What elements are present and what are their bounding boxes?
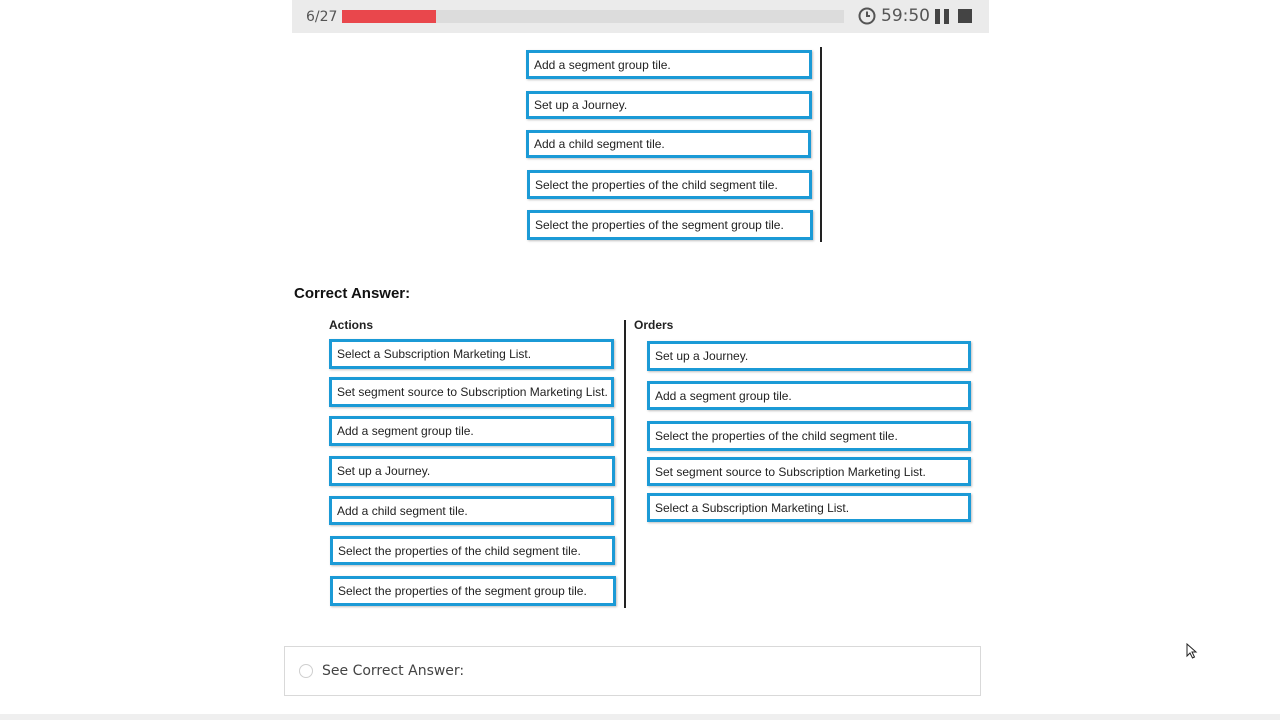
action-tile[interactable]: Select a Subscription Marketing List. <box>329 339 614 369</box>
question-counter: 6/27 <box>306 9 338 25</box>
orders-heading: Orders <box>634 318 674 332</box>
mouse-cursor-icon <box>1186 643 1198 659</box>
see-correct-answer-toggle[interactable] <box>284 646 981 696</box>
actions-heading: Actions <box>329 318 374 332</box>
progress-bar <box>342 10 844 23</box>
correct-answer-heading: Correct Answer: <box>294 285 411 302</box>
order-tile[interactable]: Set up a Journey. <box>647 341 971 371</box>
see-correct-answer-label: See Correct Answer: <box>322 663 465 679</box>
order-tile[interactable]: Add a segment group tile. <box>647 381 971 410</box>
action-tile[interactable]: Select the properties of the segment group tile. <box>330 576 616 606</box>
order-tile[interactable]: Set segment source to Subscription Marketing List. <box>647 457 971 486</box>
order-tile[interactable]: Select a Subscription Marketing List. <box>647 493 971 522</box>
order-tile[interactable]: Set up a Journey. <box>526 91 812 119</box>
order-tile[interactable]: Add a child segment tile. <box>526 130 811 158</box>
pause-icon <box>935 9 940 24</box>
order-tile[interactable]: Add a segment group tile. <box>526 50 812 79</box>
bottom-bar <box>0 714 1280 720</box>
action-tile[interactable]: Add a segment group tile. <box>329 416 614 446</box>
progress-bar-fill <box>342 10 436 23</box>
column-divider <box>624 320 626 608</box>
radio-button[interactable] <box>299 664 313 678</box>
order-tile[interactable]: Select the properties of the segment group tile. <box>527 210 813 240</box>
exam-toolbar <box>292 0 989 33</box>
timer: 59:50 <box>881 6 930 26</box>
clock-icon <box>858 7 876 25</box>
order-tile[interactable]: Select the properties of the child segment tile. <box>647 421 971 451</box>
action-tile[interactable]: Select the properties of the child segment tile. <box>330 536 615 565</box>
stop-button[interactable] <box>958 9 972 23</box>
action-tile[interactable]: Add a child segment tile. <box>329 496 614 525</box>
action-tile[interactable]: Set up a Journey. <box>329 456 615 486</box>
order-tile[interactable]: Select the properties of the child segment tile. <box>527 170 812 199</box>
action-tile[interactable]: Set segment source to Subscription Marketing List. <box>329 377 614 407</box>
pause-icon-bar <box>944 9 949 24</box>
column-divider <box>820 47 822 242</box>
pause-button[interactable] <box>935 9 949 24</box>
